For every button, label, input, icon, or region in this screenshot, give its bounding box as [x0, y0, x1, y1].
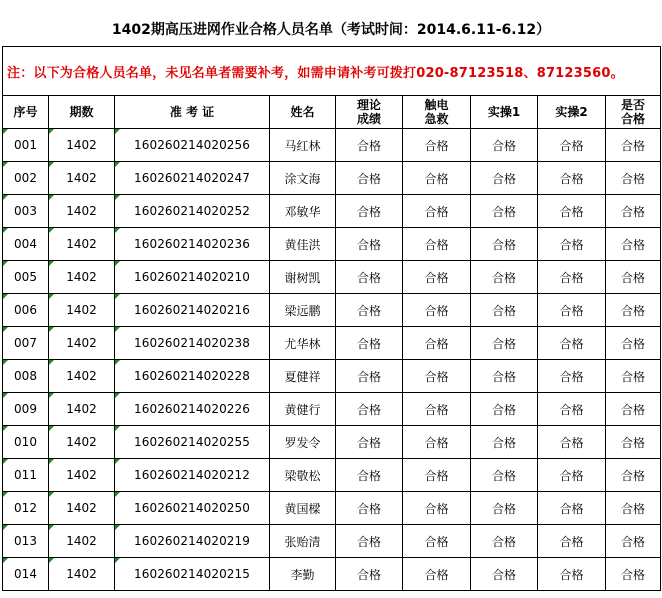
cell-seq: 012 — [3, 492, 49, 525]
cell-pass: 合格 — [606, 525, 661, 558]
cell-name: 马红林 — [270, 129, 336, 162]
cell-theory: 合格 — [336, 492, 403, 525]
table-row — [3, 129, 661, 162]
cell-cert: 160260214020215 — [115, 558, 270, 591]
cell-pass: 合格 — [606, 459, 661, 492]
cell-name: 黄健行 — [270, 393, 336, 426]
cell-cert: 160260214020236 — [115, 228, 270, 261]
header-theory-line2: 成绩 — [356, 112, 381, 126]
cell-name: 黄佳洪 — [270, 228, 336, 261]
cell-pass: 合格 — [606, 162, 661, 195]
cell-shock: 合格 — [403, 228, 471, 261]
table-row — [3, 525, 661, 558]
cell-op2: 合格 — [538, 426, 606, 459]
cell-op1: 合格 — [471, 261, 538, 294]
cell-theory: 合格 — [336, 558, 403, 591]
cell-cert: 160260214020226 — [115, 393, 270, 426]
header-name: 姓名 — [270, 96, 336, 129]
cell-theory: 合格 — [336, 426, 403, 459]
header-op2: 实操2 — [538, 96, 606, 129]
cell-period: 1402 — [49, 228, 115, 261]
header-period: 期数 — [49, 96, 115, 129]
cell-op2: 合格 — [538, 459, 606, 492]
cell-shock: 合格 — [403, 294, 471, 327]
cell-seq: 002 — [3, 162, 49, 195]
cell-period: 1402 — [49, 525, 115, 558]
cell-shock: 合格 — [403, 393, 471, 426]
cell-op2: 合格 — [538, 492, 606, 525]
cell-shock: 合格 — [403, 492, 471, 525]
cell-pass: 合格 — [606, 228, 661, 261]
table-row — [3, 195, 661, 228]
cell-period: 1402 — [49, 327, 115, 360]
cell-pass: 合格 — [606, 492, 661, 525]
cell-theory: 合格 — [336, 228, 403, 261]
cell-theory: 合格 — [336, 129, 403, 162]
page-title: 1402期高压进网作业合格人员名单（考试时间：2014.6.11-6.12） — [111, 22, 551, 38]
cell-theory: 合格 — [336, 525, 403, 558]
cell-pass: 合格 — [606, 294, 661, 327]
header-theory-line1: 理论 — [356, 98, 381, 112]
cell-op2: 合格 — [538, 393, 606, 426]
cell-op1: 合格 — [471, 129, 538, 162]
cell-seq: 014 — [3, 558, 49, 591]
cell-name: 涂文海 — [270, 162, 336, 195]
cell-cert: 160260214020247 — [115, 162, 270, 195]
cell-shock: 合格 — [403, 327, 471, 360]
cell-cert: 160260214020216 — [115, 294, 270, 327]
cell-op2: 合格 — [538, 261, 606, 294]
cell-theory: 合格 — [336, 327, 403, 360]
cell-pass: 合格 — [606, 558, 661, 591]
cell-op1: 合格 — [471, 360, 538, 393]
cell-cert: 160260214020228 — [115, 360, 270, 393]
cell-theory: 合格 — [336, 162, 403, 195]
header-pass-line1: 是否 — [621, 98, 646, 112]
header-row — [3, 96, 661, 129]
cell-seq: 006 — [3, 294, 49, 327]
cell-period: 1402 — [49, 459, 115, 492]
cell-name: 李勤 — [270, 558, 336, 591]
header-op1: 实操1 — [471, 96, 538, 129]
cell-seq: 005 — [3, 261, 49, 294]
cell-name: 张贻清 — [270, 525, 336, 558]
cell-seq: 013 — [3, 525, 49, 558]
cell-pass: 合格 — [606, 393, 661, 426]
cell-shock: 合格 — [403, 195, 471, 228]
cell-cert: 160260214020252 — [115, 195, 270, 228]
cell-shock: 合格 — [403, 129, 471, 162]
cell-period: 1402 — [49, 393, 115, 426]
cell-op1: 合格 — [471, 327, 538, 360]
table-row — [3, 228, 661, 261]
cell-seq: 003 — [3, 195, 49, 228]
cell-op1: 合格 — [471, 294, 538, 327]
cell-op2: 合格 — [538, 195, 606, 228]
header-shock-line2: 急救 — [424, 112, 449, 126]
header-shock-line1: 触电 — [424, 98, 449, 112]
cell-seq: 001 — [3, 129, 49, 162]
qualified-list-table — [2, 46, 661, 591]
cell-shock: 合格 — [403, 558, 471, 591]
cell-shock: 合格 — [403, 162, 471, 195]
cell-theory: 合格 — [336, 195, 403, 228]
cell-seq: 009 — [3, 393, 49, 426]
cell-name: 谢树凯 — [270, 261, 336, 294]
cell-name: 夏健祥 — [270, 360, 336, 393]
cell-cert: 160260214020212 — [115, 459, 270, 492]
cell-op1: 合格 — [471, 162, 538, 195]
cell-name: 梁敬松 — [270, 459, 336, 492]
cell-seq: 007 — [3, 327, 49, 360]
cell-cert: 160260214020238 — [115, 327, 270, 360]
cell-theory: 合格 — [336, 261, 403, 294]
cell-name: 邓敏华 — [270, 195, 336, 228]
header-cert: 准 考 证 — [115, 96, 270, 129]
cell-period: 1402 — [49, 360, 115, 393]
header-shock — [403, 96, 471, 129]
cell-cert: 160260214020255 — [115, 426, 270, 459]
cell-op1: 合格 — [471, 195, 538, 228]
cell-shock: 合格 — [403, 426, 471, 459]
cell-shock: 合格 — [403, 261, 471, 294]
cell-op2: 合格 — [538, 327, 606, 360]
cell-seq: 004 — [3, 228, 49, 261]
table-row — [3, 261, 661, 294]
cell-period: 1402 — [49, 261, 115, 294]
cell-period: 1402 — [49, 558, 115, 591]
table-row — [3, 558, 661, 591]
notice-row — [3, 47, 661, 96]
table-row — [3, 459, 661, 492]
cell-theory: 合格 — [336, 360, 403, 393]
cell-op2: 合格 — [538, 228, 606, 261]
cell-seq: 008 — [3, 360, 49, 393]
cell-period: 1402 — [49, 195, 115, 228]
cell-op1: 合格 — [471, 558, 538, 591]
cell-theory: 合格 — [336, 393, 403, 426]
cell-shock: 合格 — [403, 525, 471, 558]
table-row — [3, 492, 661, 525]
cell-op1: 合格 — [471, 393, 538, 426]
cell-period: 1402 — [49, 294, 115, 327]
cell-cert: 160260214020219 — [115, 525, 270, 558]
cell-pass: 合格 — [606, 360, 661, 393]
cell-op2: 合格 — [538, 294, 606, 327]
cell-op2: 合格 — [538, 129, 606, 162]
cell-period: 1402 — [49, 162, 115, 195]
cell-op1: 合格 — [471, 459, 538, 492]
header-seq: 序号 — [3, 96, 49, 129]
cell-period: 1402 — [49, 426, 115, 459]
cell-seq: 010 — [3, 426, 49, 459]
notice-text: 注：以下为合格人员名单，未见名单者需要补考，如需申请补考可拨打020-87123518、87123560。 — [3, 47, 661, 96]
table-row — [3, 393, 661, 426]
cell-op2: 合格 — [538, 162, 606, 195]
cell-theory: 合格 — [336, 459, 403, 492]
table-row — [3, 426, 661, 459]
cell-name: 尤华林 — [270, 327, 336, 360]
cell-shock: 合格 — [403, 459, 471, 492]
cell-seq: 011 — [3, 459, 49, 492]
cell-op2: 合格 — [538, 525, 606, 558]
cell-op1: 合格 — [471, 228, 538, 261]
cell-cert: 160260214020210 — [115, 261, 270, 294]
cell-pass: 合格 — [606, 327, 661, 360]
cell-pass: 合格 — [606, 195, 661, 228]
cell-cert: 160260214020256 — [115, 129, 270, 162]
header-pass-line2: 合格 — [621, 112, 646, 126]
cell-pass: 合格 — [606, 426, 661, 459]
cell-theory: 合格 — [336, 294, 403, 327]
header-pass — [606, 96, 661, 129]
table-row — [3, 327, 661, 360]
cell-op1: 合格 — [471, 426, 538, 459]
cell-pass: 合格 — [606, 129, 661, 162]
cell-shock: 合格 — [403, 360, 471, 393]
header-theory — [336, 96, 403, 129]
cell-cert: 160260214020250 — [115, 492, 270, 525]
cell-op2: 合格 — [538, 360, 606, 393]
cell-period: 1402 — [49, 492, 115, 525]
cell-name: 黄国樑 — [270, 492, 336, 525]
cell-name: 罗发令 — [270, 426, 336, 459]
cell-name: 梁远鹏 — [270, 294, 336, 327]
cell-op1: 合格 — [471, 492, 538, 525]
cell-period: 1402 — [49, 129, 115, 162]
table-row — [3, 162, 661, 195]
cell-op1: 合格 — [471, 525, 538, 558]
cell-op2: 合格 — [538, 558, 606, 591]
table-row — [3, 360, 661, 393]
table-row — [3, 294, 661, 327]
cell-pass: 合格 — [606, 261, 661, 294]
